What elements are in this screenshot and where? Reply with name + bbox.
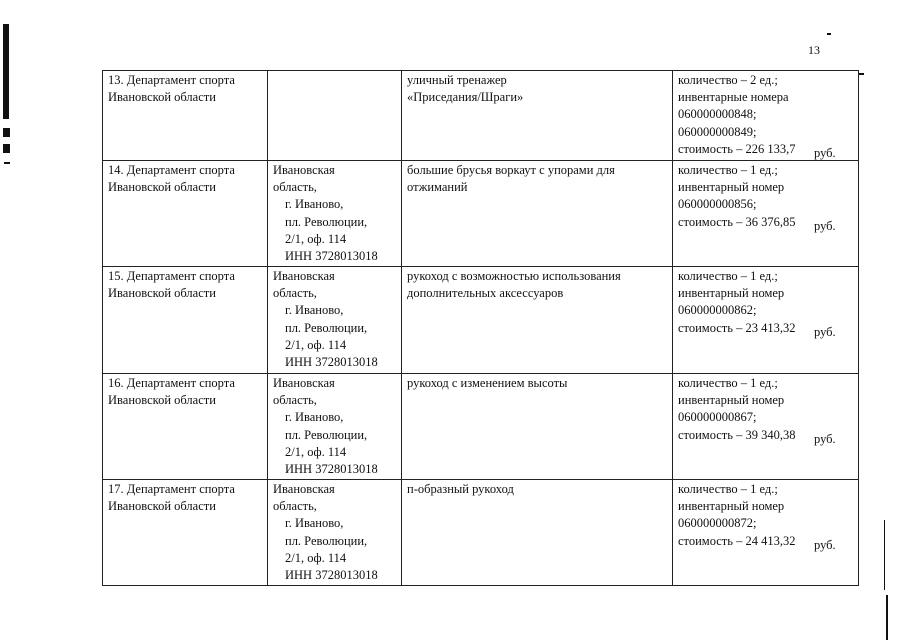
item-cell: [402, 480, 673, 586]
address-cell-line: ИНН 3728013018: [285, 568, 378, 583]
address-cell-line: ИНН 3728013018: [285, 249, 378, 264]
address-cell-line: пл. Революции,: [285, 533, 368, 548]
scan-artifact-dot: [3, 128, 10, 137]
address-cell-line: пл. Революции,: [285, 320, 368, 335]
scan-artifact-dot: [3, 144, 10, 153]
owner-cell: [103, 71, 268, 161]
cost-line: [678, 320, 853, 337]
details-cell: [673, 71, 859, 161]
details-cell-line: количество – 1 ед.;: [678, 376, 778, 390]
details-cell-line: 060000000849;: [678, 124, 757, 139]
cost-value: стоимость – 226 133,7: [678, 141, 796, 156]
currency-label: руб.: [814, 431, 836, 446]
item-cell: [402, 71, 673, 161]
details-cell-line: 060000000848;: [678, 107, 757, 122]
address-cell-line: Ивановская: [273, 482, 335, 496]
currency-label: руб.: [814, 218, 836, 233]
item-cell-line: рукоход с возможностью использования: [407, 269, 621, 283]
owner-cell: [103, 480, 268, 586]
details-cell: [673, 161, 859, 267]
owner-cell: [103, 161, 268, 267]
details-cell-line: количество – 1 ед.;: [678, 269, 778, 283]
scan-artifact-dash: [827, 33, 831, 35]
address-cell-line: ИНН 3728013018: [285, 355, 378, 370]
scan-artifact-bar: [3, 24, 9, 119]
details-cell-line: инвентарный номер: [678, 499, 785, 514]
scan-artifact-dash: [4, 162, 10, 164]
details-cell-line: 060000000872;: [678, 516, 757, 531]
address-cell-line: пл. Революции,: [285, 427, 368, 442]
item-cell-line: рукоход с изменением высоты: [407, 376, 568, 390]
owner-cell-line: Ивановской области: [108, 90, 216, 105]
item-cell-line: отжиманий: [407, 180, 468, 195]
details-cell: [673, 480, 859, 586]
owner-cell-line: 13. Департамент спорта: [108, 73, 235, 87]
address-cell-line: Ивановская: [273, 163, 335, 177]
item-cell: [402, 374, 673, 480]
item-cell-line: п-образный рукоход: [407, 482, 514, 496]
item-cell: [402, 267, 673, 374]
details-cell-line: 060000000862;: [678, 303, 757, 318]
address-cell-line: 2/1, оф. 114: [285, 444, 347, 459]
owner-cell-line: 15. Департамент спорта: [108, 269, 235, 283]
item-cell-line: дополнительных аксессуаров: [407, 286, 564, 301]
owner-cell-line: Ивановской области: [108, 393, 216, 408]
details-cell: [673, 267, 859, 374]
address-cell-line: г. Иваново,: [285, 410, 344, 425]
details-cell: [673, 374, 859, 480]
item-cell-line: большие брусья воркаут с упорами для: [407, 163, 615, 177]
table-row: [103, 267, 859, 374]
scan-artifact-edge: [884, 520, 885, 590]
owner-cell: [103, 267, 268, 374]
details-cell-line: инвентарный номер: [678, 286, 785, 301]
details-cell-line: количество – 1 ед.;: [678, 482, 778, 496]
owner-cell-line: 14. Департамент спорта: [108, 163, 235, 177]
details-cell-line: количество – 1 ед.;: [678, 163, 778, 177]
address-cell-line: г. Иваново,: [285, 303, 344, 318]
item-cell-line: «Приседания/Шраги»: [407, 90, 524, 105]
scan-artifact-edge: [886, 595, 888, 640]
cost-line: [678, 141, 853, 158]
currency-label: руб.: [814, 145, 836, 160]
address-cell-line: 2/1, оф. 114: [285, 231, 347, 246]
details-cell-line: инвентарный номер: [678, 393, 785, 408]
owner-cell-line: 17. Департамент спорта: [108, 482, 235, 496]
item-cell: [402, 161, 673, 267]
table-row: [103, 480, 859, 586]
owner-cell: [103, 374, 268, 480]
address-cell-line: Ивановская: [273, 376, 335, 390]
address-cell-line: область,: [273, 393, 317, 408]
address-cell-line: 2/1, оф. 114: [285, 337, 347, 352]
address-cell-line: область,: [273, 286, 317, 301]
cost-line: [678, 427, 853, 444]
item-cell-line: уличный тренажер: [407, 73, 507, 87]
cost-line: [678, 214, 853, 231]
owner-cell-line: Ивановской области: [108, 180, 216, 195]
details-cell-line: инвентарный номер: [678, 180, 785, 195]
address-cell-line: область,: [273, 499, 317, 514]
details-cell-line: количество – 2 ед.;: [678, 73, 778, 87]
property-table: [102, 70, 859, 586]
address-cell: [268, 374, 402, 480]
address-cell-line: ИНН 3728013018: [285, 462, 378, 477]
address-cell-line: область,: [273, 180, 317, 195]
details-cell-line: инвентарные номера: [678, 90, 789, 105]
owner-cell-line: Ивановской области: [108, 499, 216, 514]
details-cell-line: 060000000856;: [678, 197, 757, 212]
details-cell-line: 060000000867;: [678, 410, 757, 425]
address-cell: [268, 161, 402, 267]
cost-value: стоимость – 24 413,32: [678, 533, 796, 548]
owner-cell-line: 16. Департамент спорта: [108, 376, 235, 390]
address-cell-line: Ивановская: [273, 269, 335, 283]
table-row: [103, 161, 859, 267]
page-number: 13: [808, 43, 820, 57]
address-cell-line: 2/1, оф. 114: [285, 550, 347, 565]
address-cell-line: г. Иваново,: [285, 516, 344, 531]
address-cell: [268, 480, 402, 586]
table-row: [103, 71, 859, 161]
property-table-body: [103, 71, 859, 586]
owner-cell-line: Ивановской области: [108, 286, 216, 301]
currency-label: руб.: [814, 324, 836, 339]
address-cell-line: г. Иваново,: [285, 197, 344, 212]
address-cell-line: пл. Революции,: [285, 214, 368, 229]
cost-line: [678, 533, 853, 550]
address-cell: [268, 267, 402, 374]
currency-label: руб.: [814, 537, 836, 552]
cost-value: стоимость – 23 413,32: [678, 320, 796, 335]
table-row: [103, 374, 859, 480]
address-cell: [268, 71, 402, 161]
cost-value: стоимость – 36 376,85: [678, 214, 796, 229]
cost-value: стоимость – 39 340,38: [678, 427, 796, 442]
